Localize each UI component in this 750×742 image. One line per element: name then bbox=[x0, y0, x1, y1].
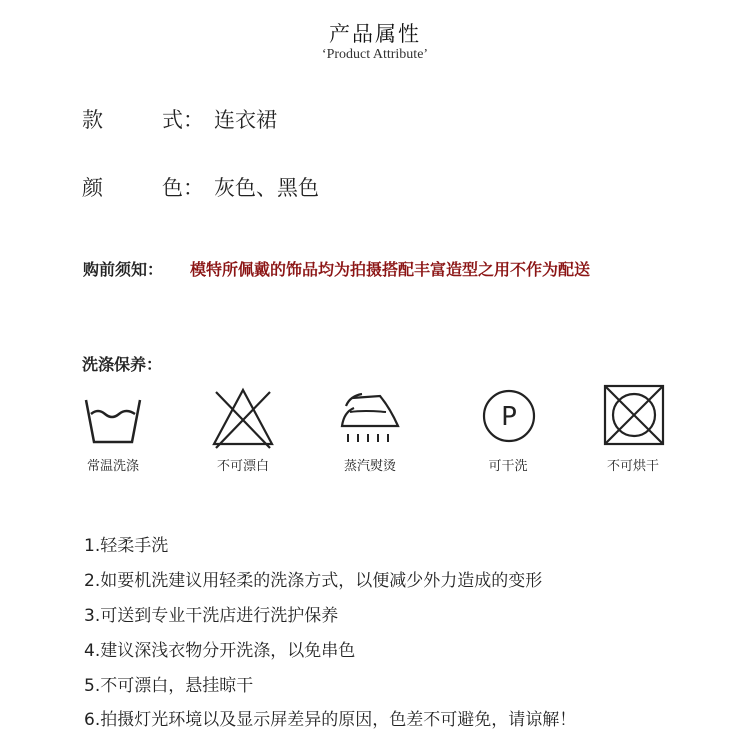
attribute-value: 连衣裙 bbox=[214, 108, 277, 132]
dry-clean-symbol: P bbox=[501, 402, 517, 432]
attribute-label-first-char: 款 bbox=[82, 108, 153, 132]
attribute-label-second-char: 式： bbox=[162, 108, 204, 132]
attribute-label-second-char: 色： bbox=[162, 176, 204, 200]
care-label-wash: 常温洗涤 bbox=[86, 459, 139, 474]
dry-clean-p-icon bbox=[474, 384, 544, 454]
care-rule-5: 5.不可漂白，悬挂晾干 bbox=[84, 676, 254, 696]
notice-text: 模特所佩戴的饰品均为拍摄搭配丰富造型之用不作为配送 bbox=[190, 260, 591, 279]
care-rule-6: 6.拍摄灯光环境以及显示屏差异的原因，色差不可避免，请谅解！ bbox=[84, 710, 577, 730]
page-title: 产品属性 bbox=[329, 22, 421, 46]
no-tumble-dry-icon bbox=[599, 382, 669, 452]
care-rule-3: 3.可送到专业干洗店进行洗护保养 bbox=[84, 606, 339, 626]
care-label-tumble: 不可烘干 bbox=[606, 459, 659, 474]
care-label-iron: 蒸汽熨烫 bbox=[343, 459, 396, 474]
wash-basin-icon bbox=[78, 386, 148, 456]
care-rule-2: 2.如要机洗建议用轻柔的洗涤方式，以便减少外力造成的变形 bbox=[84, 571, 543, 591]
no-bleach-icon bbox=[208, 384, 278, 454]
care-rule-1: 1.轻柔手洗 bbox=[84, 536, 169, 556]
notice-label: 购前须知： bbox=[83, 260, 164, 279]
steam-iron-icon bbox=[336, 384, 406, 454]
care-rule-4: 4.建议深浅衣物分开洗涤，以免串色 bbox=[84, 641, 356, 661]
attribute-label-first-char: 颜 bbox=[82, 176, 153, 200]
attribute-value: 灰色、黑色 bbox=[214, 176, 319, 200]
attribute-color-row bbox=[82, 172, 319, 202]
care-label-dryclean: 可干洗 bbox=[488, 459, 528, 474]
care-label-bleach: 不可漂白 bbox=[216, 459, 269, 474]
attribute-style-row bbox=[82, 104, 277, 134]
care-title: 洗涤保养： bbox=[82, 355, 163, 374]
page-subtitle: ‘Product Attribute’ bbox=[321, 47, 429, 62]
